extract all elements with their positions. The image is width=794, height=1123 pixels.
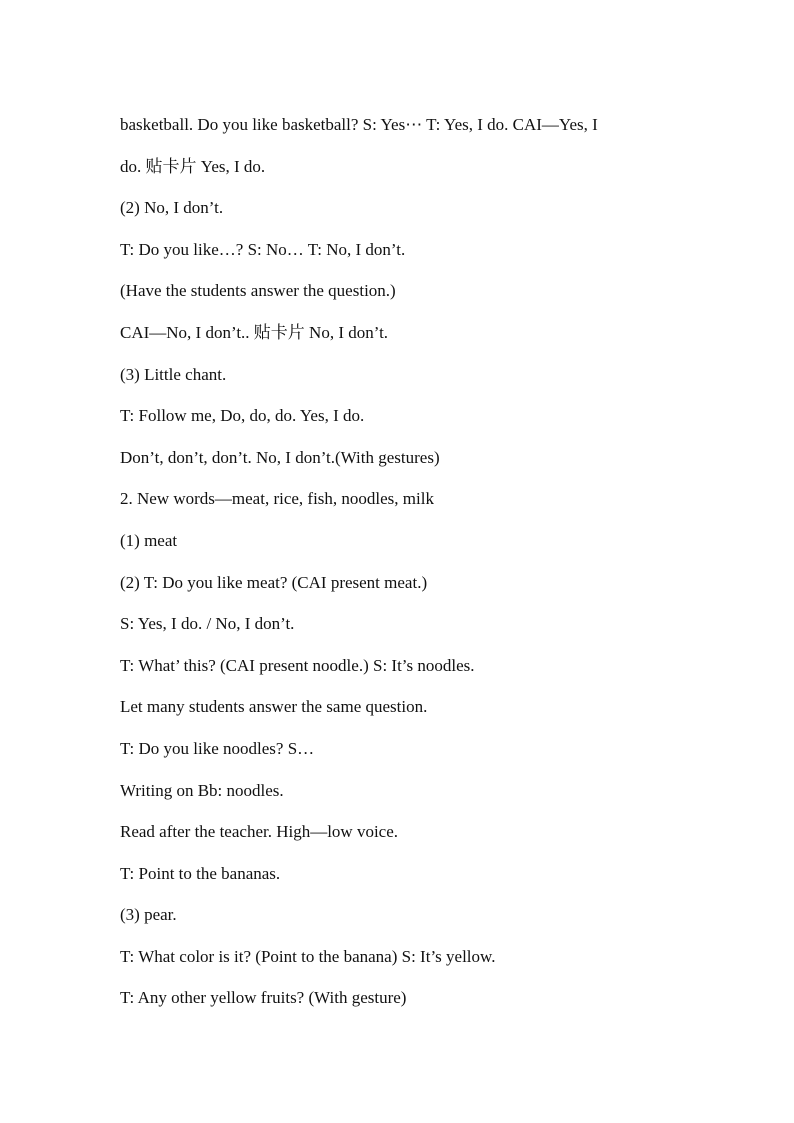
text-line: T: Do you like…? S: No… T: No, I don’t.: [120, 239, 406, 259]
text-line: T: Point to the bananas.: [120, 863, 281, 883]
text-line: T: Follow me, Do, do, do. Yes, I do.: [120, 406, 365, 426]
text-line: do. 贴卡片 Yes, I do.: [120, 156, 266, 176]
text-line: (2) No, I don’t.: [120, 198, 224, 218]
text-line: (Have the students answer the question.): [120, 281, 396, 301]
text-line: T: What’ this? (CAI present noodle.) S: It’s noodles.: [120, 655, 475, 675]
text-line: Don’t, don’t, don’t. No, I don’t.(With gestures): [120, 447, 440, 467]
text-line: (1) meat: [120, 530, 178, 550]
text-line: (3) pear.: [120, 905, 177, 925]
text-line: Let many students answer the same question.: [120, 697, 428, 717]
text-line: Read after the teacher. High—low voice.: [120, 822, 399, 842]
text-line: S: Yes, I do. / No, I don’t.: [120, 614, 295, 634]
document-body: [120, 104, 680, 1019]
text-line: 2. New words—meat, rice, fish, noodles, milk: [120, 489, 434, 509]
text-line: T: Any other yellow fruits? (With gesture): [120, 988, 407, 1008]
text-line: T: Do you like noodles? S…: [120, 738, 315, 758]
text-line: Writing on Bb: noodles.: [120, 780, 284, 800]
text-line: T: What color is it? (Point to the banana) S: It’s yellow.: [120, 946, 496, 966]
text-line: (2) T: Do you like meat? (CAI present meat.): [120, 572, 428, 592]
text-line: basketball. Do you like basketball? S: Yes⋯ T: Yes, I do. CAI—Yes, I: [120, 115, 598, 134]
text-line: (3) Little chant.: [120, 364, 227, 384]
text-line: CAI—No, I don’t.. 贴卡片 No, I don’t.: [120, 322, 389, 342]
